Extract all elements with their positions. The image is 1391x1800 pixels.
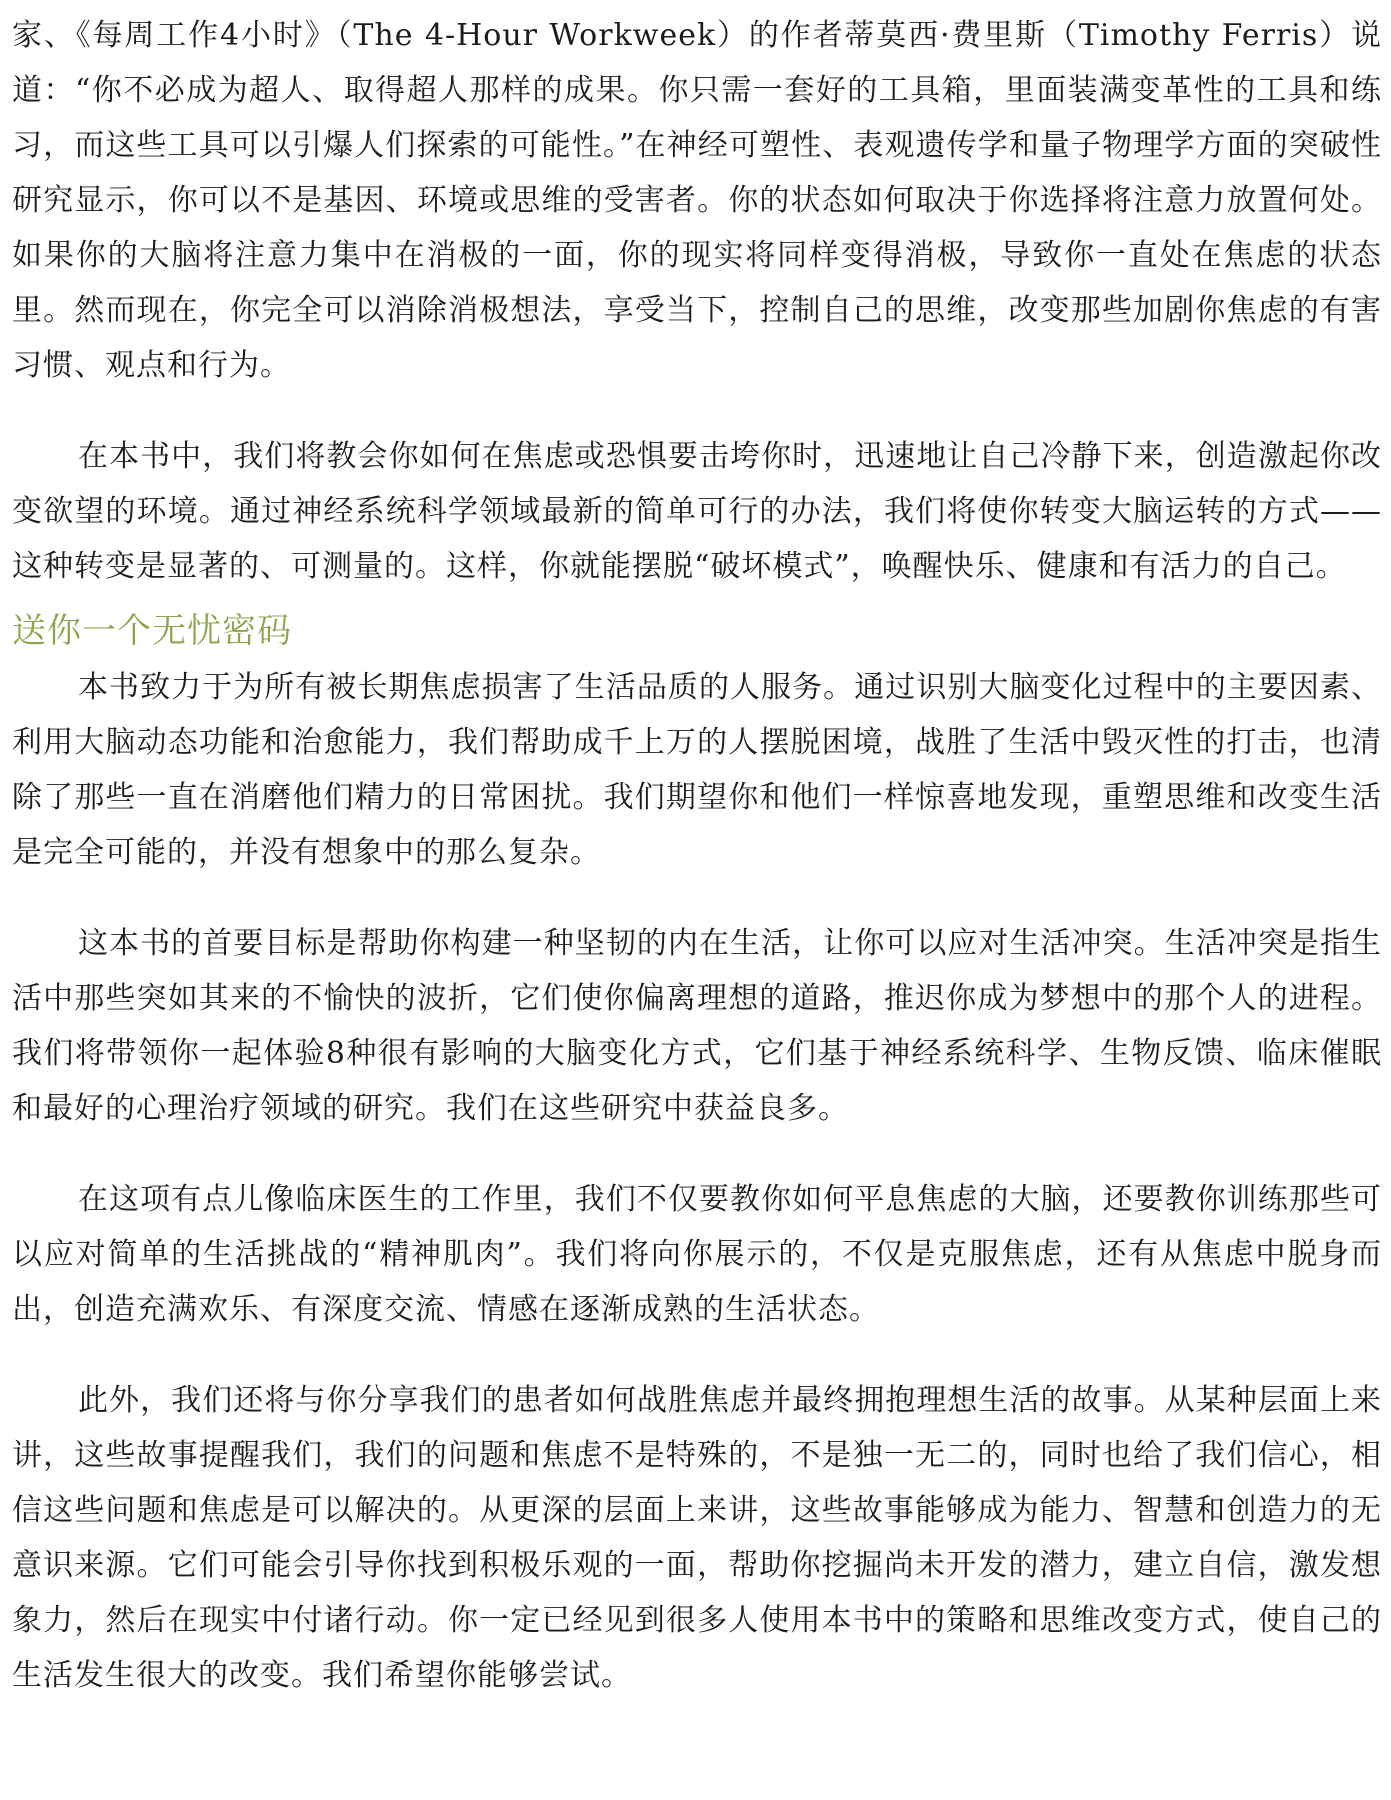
paragraph-gap xyxy=(12,1136,1382,1172)
paragraph: 在本书中，我们将教会你如何在焦虑或恐惧要击垮你时，迅速地让自己冷静下来，创造激起你改变欲望的环境。通过神经系统科学领域最新的简单可行的办法，我们将使你转变大脑运转的方式——这种转变是显著的、可测量的。这样，你就能摆脱“破坏模式”，唤醒快乐、健康和有活力的自己。 xyxy=(12,439,1382,584)
paragraph-gap xyxy=(12,1337,1382,1373)
paragraph-continued: 家、《每周工作4小时》（The 4-Hour Workweek）的作者蒂莫西·费里斯（Timothy Ferris）说道：“你不必成为超人、取得超人那样的成果。你只需一套好的工具箱，里面装满变革性的工具和练习，而这些工具可以引爆人们探索的可能性。”在神经可塑性、表观遗传学和量子物理学方面的突破性研究显示，你可以不是基因、环境或思维的受害者。你的状态如何取决于你选择将注意力放置何处。如果你的大脑将注意力集中在消极的一面，你的现实将同样变得消极，导致你一直处在焦虑的状态里。然而现在，你完全可以消除消极想法，享受当下，控制自己的思维，改变那些加剧你焦虑的有害习惯、观点和行为。 xyxy=(12,18,1382,383)
section-heading: 送你一个无忧密码 xyxy=(12,611,292,651)
paragraph: 此外，我们还将与你分享我们的患者如何战胜焦虑并最终拥抱理想生活的故事。从某种层面上来讲，这些故事提醒我们，我们的问题和焦虑不是特殊的，不是独一无二的，同时也给了我们信心，相信这些问题和焦虑是可以解决的。从更深的层面上来讲，这些故事能够成为能力、智慧和创造力的无意识来源。它们可能会引导你找到积极乐观的一面，帮助你挖掘尚未开发的潜力，建立自信，激发想象力，然后在现实中付诸行动。你一定已经见到很多人使用本书中的策略和思维改变方式，使自己的生活发生很大的改变。我们希望你能够尝试。 xyxy=(12,1383,1382,1693)
paragraph: 这本书的首要目标是帮助你构建一种坚韧的内在生活，让你可以应对生活冲突。生活冲突是指生活中那些突如其来的不愉快的波折，它们使你偏离理想的道路，推迟你成为梦想中的那个人的进程。我们将带领你一起体验8种很有影响的大脑变化方式，它们基于神经系统科学、生物反馈、临床催眠和最好的心理治疗领域的研究。我们在这些研究中获益良多。 xyxy=(12,926,1382,1126)
paragraph-gap xyxy=(12,393,1382,429)
paragraph: 本书致力于为所有被长期焦虑损害了生活品质的人服务。通过识别大脑变化过程中的主要因素、利用大脑动态功能和治愈能力，我们帮助成千上万的人摆脱困境，战胜了生活中毁灭性的打击，也清除了那些一直在消磨他们精力的日常困扰。我们期望你和他们一样惊喜地发现，重塑思维和改变生活是完全可能的，并没有想象中的那么复杂。 xyxy=(12,670,1382,870)
paragraph: 在这项有点儿像临床医生的工作里，我们不仅要教你如何平息焦虑的大脑，还要教你训练那些可以应对简单的生活挑战的“精神肌肉”。我们将向你展示的，不仅是克服焦虑，还有从焦虑中脱身而出，创造充满欢乐、有深度交流、情感在逐渐成熟的生活状态。 xyxy=(12,1182,1382,1327)
page-content xyxy=(12,8,1382,1703)
paragraph-gap xyxy=(12,880,1382,916)
